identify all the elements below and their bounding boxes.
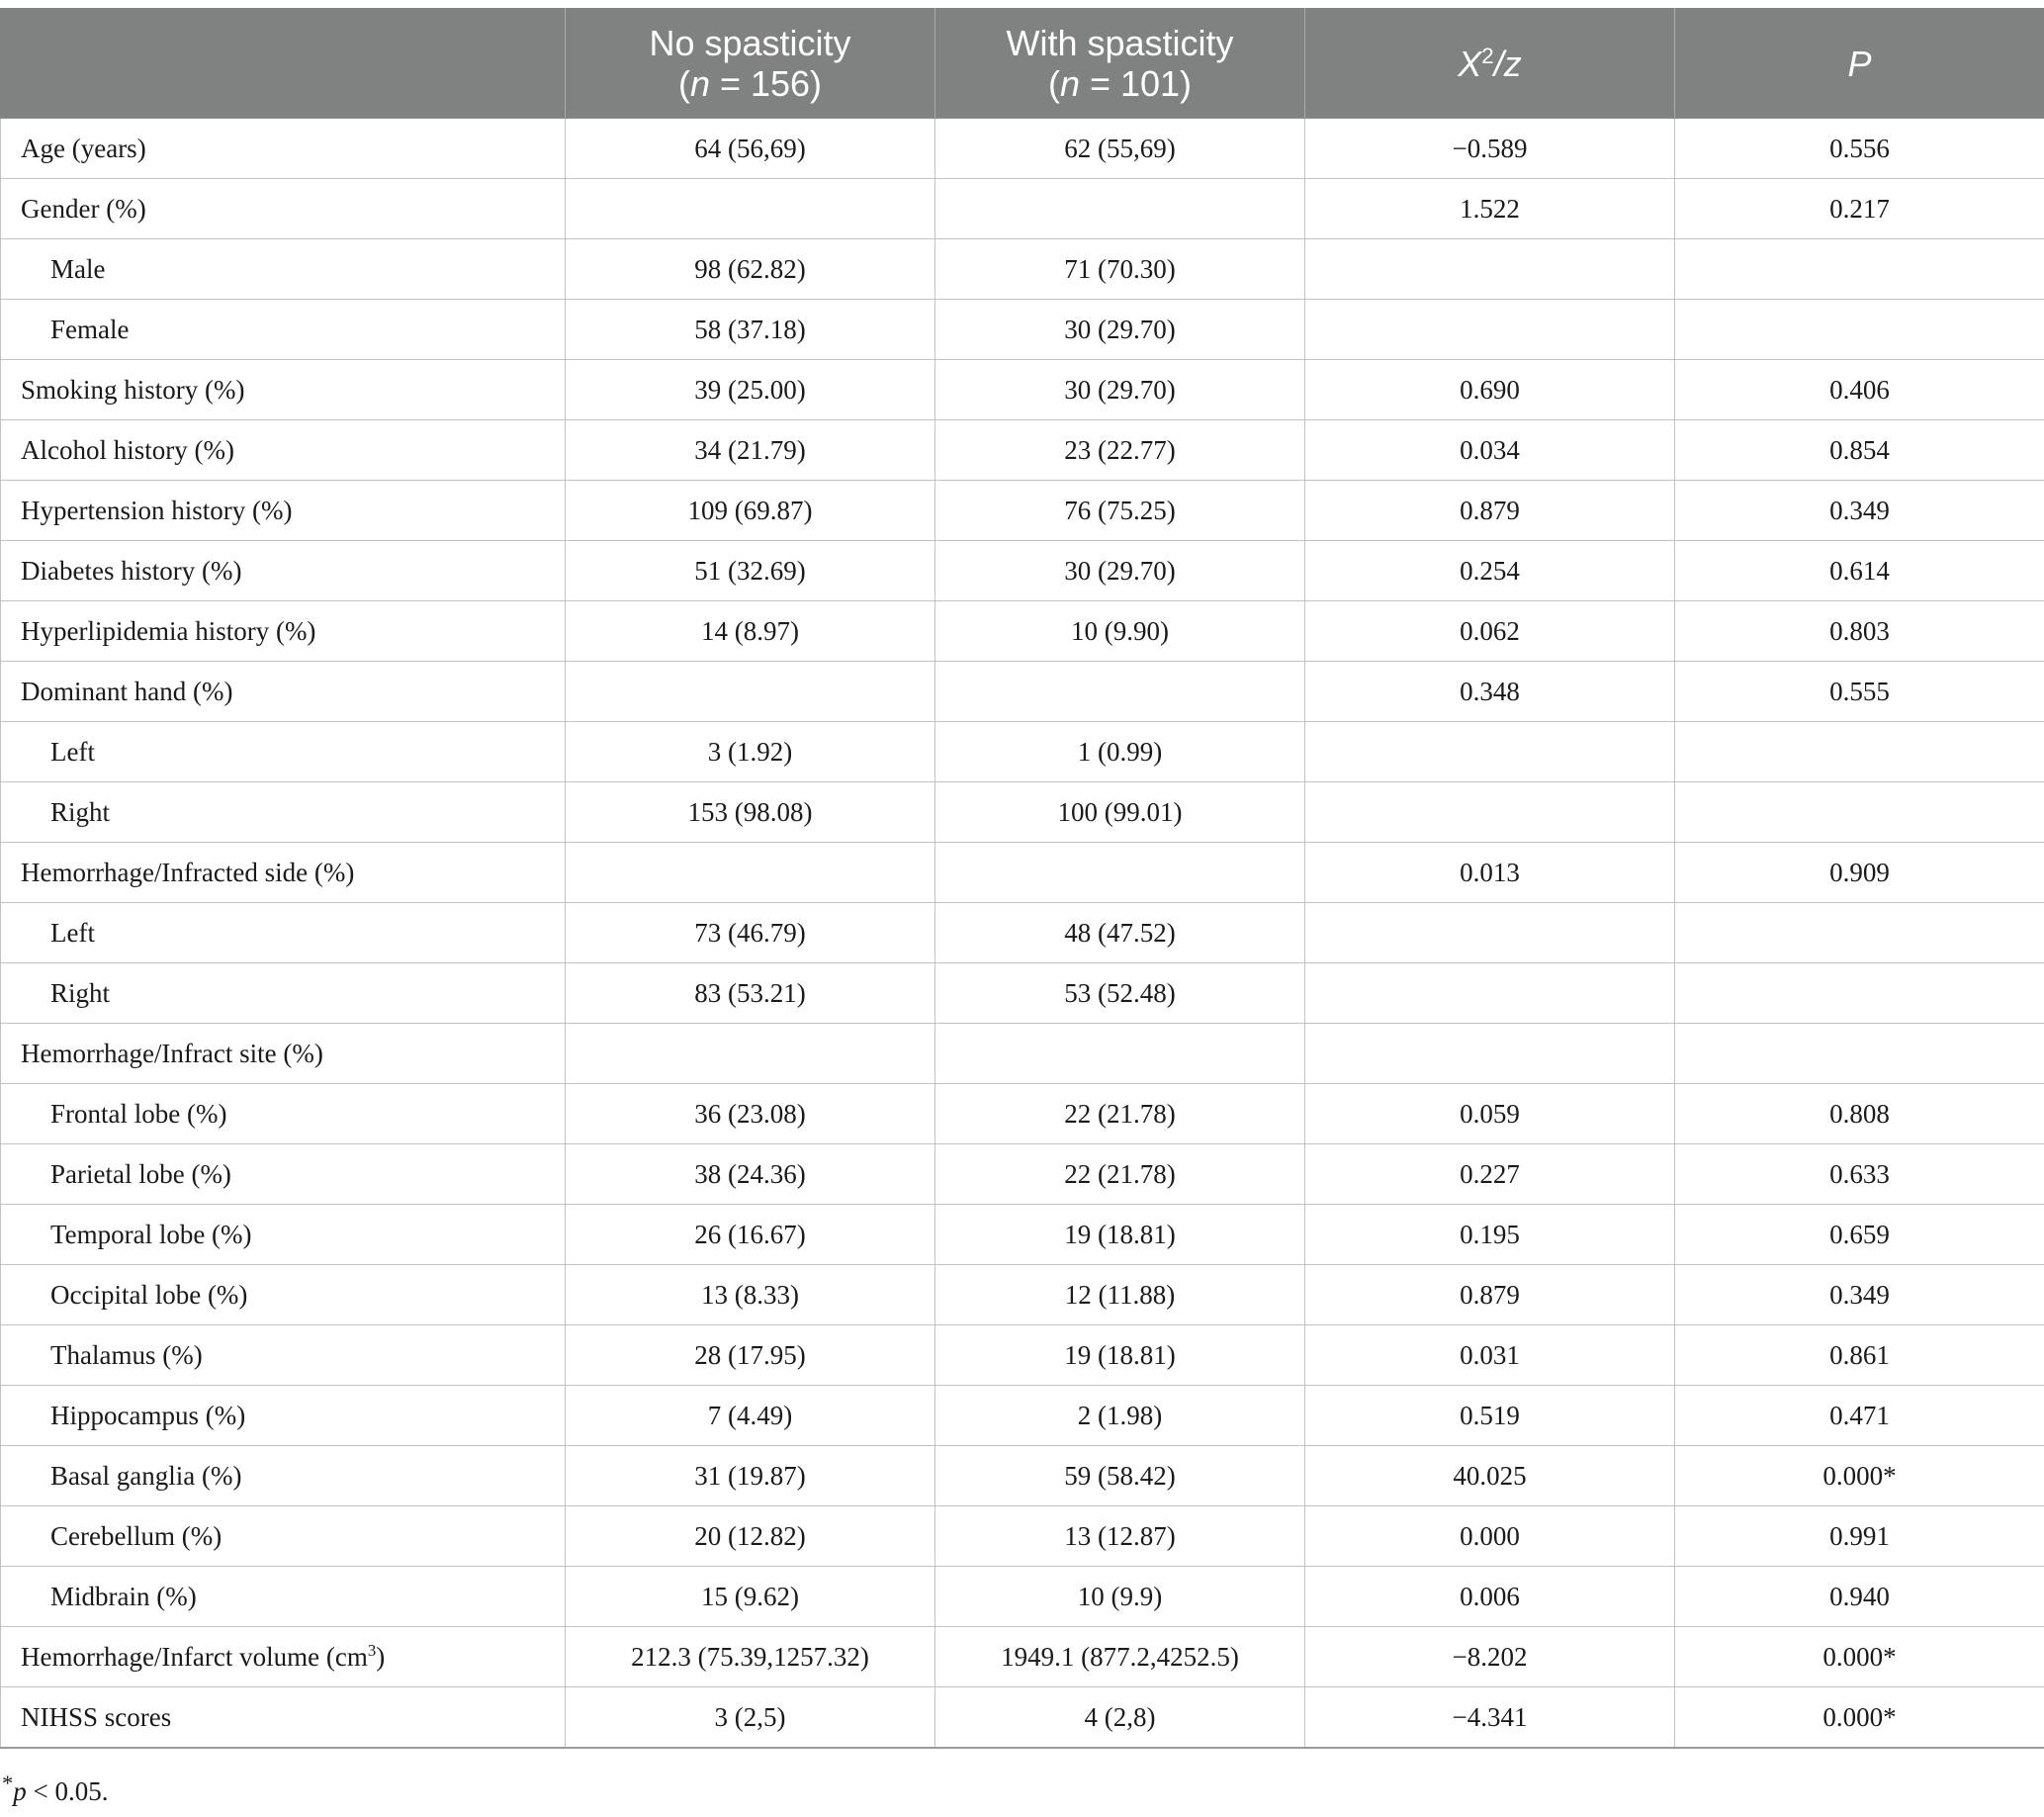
row-label-tail: ) (376, 1641, 386, 1672)
row-label (1, 722, 566, 782)
table-header (1, 9, 2044, 119)
row-label-text: Female (50, 314, 130, 344)
table-row (1, 1024, 2044, 1084)
table-row (1, 1325, 2044, 1386)
cell-no-spasticity (566, 843, 935, 903)
header-variable (1, 9, 566, 119)
cell-no-spasticity: 13 (8.33) (566, 1265, 935, 1325)
row-label-text: Hemorrhage/Infarct volume (cm (21, 1641, 368, 1672)
row-label-sup: 3 (367, 1640, 377, 1660)
header-no-spasticity (566, 9, 935, 119)
cell-no-spasticity: 3 (1.92) (566, 722, 935, 782)
cell-p-value: 0.556 (1675, 119, 2044, 179)
cell-no-spasticity: 14 (8.97) (566, 601, 935, 662)
row-label (1, 300, 566, 360)
cell-with-spasticity (935, 179, 1305, 239)
cell-p-value: 0.349 (1675, 1265, 2044, 1325)
cell-statistic: 1.522 (1305, 179, 1675, 239)
footnote-p: p (13, 1776, 27, 1806)
row-label (1, 903, 566, 963)
row-label (1, 1506, 566, 1567)
cell-statistic: −4.341 (1305, 1687, 1675, 1749)
row-label (1, 843, 566, 903)
row-label-text: Parietal lobe (%) (50, 1158, 231, 1189)
row-label (1, 119, 566, 179)
cell-with-spasticity: 2 (1.98) (935, 1386, 1305, 1446)
row-label (1, 1144, 566, 1205)
row-label (1, 963, 566, 1024)
row-label (1, 1627, 566, 1687)
cell-p-value (1675, 300, 2044, 360)
cell-p-value: 0.854 (1675, 420, 2044, 481)
cell-p-value (1675, 722, 2044, 782)
row-label-text: Smoking history (%) (21, 374, 245, 405)
cell-statistic (1305, 722, 1675, 782)
cell-with-spasticity: 71 (70.30) (935, 239, 1305, 300)
cell-statistic: 40.025 (1305, 1446, 1675, 1506)
row-label-text: Age (years) (21, 133, 146, 163)
cell-no-spasticity: 31 (19.87) (566, 1446, 935, 1506)
row-label-text: Thalamus (%) (50, 1339, 203, 1370)
row-label (1, 1265, 566, 1325)
table-row (1, 1205, 2044, 1265)
row-label-text: Hemorrhage/Infract site (%) (21, 1038, 323, 1068)
cell-p-value: 0.000* (1675, 1687, 2044, 1749)
cell-statistic: 0.034 (1305, 420, 1675, 481)
row-label-text: Occipital lobe (%) (50, 1279, 248, 1310)
table-row (1, 541, 2044, 601)
header-p-label: P (1847, 43, 1872, 84)
cell-no-spasticity: 98 (62.82) (566, 239, 935, 300)
cell-statistic: 0.519 (1305, 1386, 1675, 1446)
cell-p-value (1675, 1024, 2044, 1084)
row-label (1, 1084, 566, 1144)
cell-no-spasticity: 51 (32.69) (566, 541, 935, 601)
cell-statistic: 0.690 (1305, 360, 1675, 420)
cell-statistic: 0.195 (1305, 1205, 1675, 1265)
row-label (1, 481, 566, 541)
table-row (1, 843, 2044, 903)
row-label (1, 662, 566, 722)
table-row (1, 782, 2044, 843)
row-label-text: Left (50, 917, 95, 948)
cell-with-spasticity: 76 (75.25) (935, 481, 1305, 541)
row-label (1, 782, 566, 843)
row-label-text: Hypertension history (%) (21, 495, 293, 525)
row-label (1, 239, 566, 300)
cell-statistic: 0.000 (1305, 1506, 1675, 1567)
header-no-spasticity-n-var: n (689, 63, 710, 104)
cell-no-spasticity: 3 (2,5) (566, 1687, 935, 1749)
row-label-text: Temporal lobe (%) (50, 1219, 252, 1249)
row-label-text: Male (50, 253, 106, 284)
cell-p-value: 0.909 (1675, 843, 2044, 903)
cell-no-spasticity: 28 (17.95) (566, 1325, 935, 1386)
row-label-text: Right (50, 796, 111, 827)
table-body (1, 119, 2044, 1749)
table-row (1, 179, 2044, 239)
table-row (1, 1627, 2044, 1687)
cell-with-spasticity (935, 662, 1305, 722)
cell-p-value (1675, 903, 2044, 963)
cell-with-spasticity: 12 (11.88) (935, 1265, 1305, 1325)
cell-no-spasticity: 36 (23.08) (566, 1084, 935, 1144)
cell-with-spasticity: 19 (18.81) (935, 1325, 1305, 1386)
cell-with-spasticity: 30 (29.70) (935, 300, 1305, 360)
table-row (1, 119, 2044, 179)
row-label-text: Left (50, 736, 95, 767)
cell-no-spasticity: 58 (37.18) (566, 300, 935, 360)
cell-statistic (1305, 300, 1675, 360)
row-label (1, 420, 566, 481)
cell-with-spasticity: 10 (9.90) (935, 601, 1305, 662)
table-row (1, 1687, 2044, 1749)
table-row (1, 1144, 2044, 1205)
header-no-spasticity-n: (n = 156) (677, 63, 823, 104)
row-label-text: Diabetes history (%) (21, 555, 242, 586)
cell-statistic: 0.059 (1305, 1084, 1675, 1144)
header-p-value (1675, 9, 2044, 119)
cell-p-value: 0.000* (1675, 1627, 2044, 1687)
row-label-text: Basal ganglia (%) (50, 1460, 242, 1491)
row-label (1, 1205, 566, 1265)
cell-p-value: 0.803 (1675, 601, 2044, 662)
cell-with-spasticity: 53 (52.48) (935, 963, 1305, 1024)
cell-p-value: 0.406 (1675, 360, 2044, 420)
header-with-spasticity-n: (n = 101) (1047, 63, 1193, 104)
header-with-spasticity-title: With spasticity (1006, 23, 1234, 63)
cell-no-spasticity: 15 (9.62) (566, 1567, 935, 1627)
cell-no-spasticity: 34 (21.79) (566, 420, 935, 481)
row-label (1, 1386, 566, 1446)
cell-no-spasticity: 212.3 (75.39,1257.32) (566, 1627, 935, 1687)
row-label-text: Dominant hand (%) (21, 676, 233, 706)
row-label-text: Midbrain (%) (50, 1581, 197, 1611)
cell-no-spasticity: 153 (98.08) (566, 782, 935, 843)
cell-statistic: 0.227 (1305, 1144, 1675, 1205)
cell-p-value: 0.000* (1675, 1446, 2044, 1506)
header-statistic-rest: /z (1493, 43, 1522, 84)
cell-no-spasticity: 38 (24.36) (566, 1144, 935, 1205)
cell-statistic: 0.879 (1305, 481, 1675, 541)
cell-no-spasticity (566, 1024, 935, 1084)
cell-p-value: 0.349 (1675, 481, 2044, 541)
table-row (1, 481, 2044, 541)
cell-statistic: 0.348 (1305, 662, 1675, 722)
cell-with-spasticity: 48 (47.52) (935, 903, 1305, 963)
cell-statistic: −8.202 (1305, 1627, 1675, 1687)
row-label-text: Gender (%) (21, 193, 146, 224)
cell-with-spasticity: 59 (58.42) (935, 1446, 1305, 1506)
table-row (1, 300, 2044, 360)
cell-with-spasticity: 10 (9.9) (935, 1567, 1305, 1627)
row-label (1, 1567, 566, 1627)
table-row (1, 1265, 2044, 1325)
cell-p-value: 0.940 (1675, 1567, 2044, 1627)
cell-no-spasticity: 26 (16.67) (566, 1205, 935, 1265)
cell-with-spasticity: 30 (29.70) (935, 541, 1305, 601)
footnote-text: < 0.05. (26, 1776, 109, 1806)
cell-p-value: 0.808 (1675, 1084, 2044, 1144)
header-row (1, 9, 2044, 119)
cell-p-value: 0.555 (1675, 662, 2044, 722)
header-with-spasticity (935, 9, 1305, 119)
header-no-spasticity-n-value: = 156) (709, 63, 823, 104)
cell-statistic: 0.254 (1305, 541, 1675, 601)
cell-p-value: 0.991 (1675, 1506, 2044, 1567)
cell-statistic: 0.031 (1305, 1325, 1675, 1386)
cell-with-spasticity: 22 (21.78) (935, 1144, 1305, 1205)
cell-no-spasticity: 20 (12.82) (566, 1506, 935, 1567)
header-no-spasticity-title: No spasticity (649, 23, 851, 63)
cell-with-spasticity: 22 (21.78) (935, 1084, 1305, 1144)
cell-statistic: −0.589 (1305, 119, 1675, 179)
table-row (1, 1506, 2044, 1567)
row-label-text: Hemorrhage/Infracted side (%) (21, 857, 355, 887)
header-with-spasticity-n-value: = 101) (1079, 63, 1193, 104)
cell-no-spasticity: 83 (53.21) (566, 963, 935, 1024)
cell-statistic (1305, 963, 1675, 1024)
row-label (1, 1325, 566, 1386)
table-row (1, 1386, 2044, 1446)
cell-statistic (1305, 903, 1675, 963)
cell-with-spasticity: 4 (2,8) (935, 1687, 1305, 1749)
row-label (1, 601, 566, 662)
cell-statistic (1305, 239, 1675, 300)
table-row (1, 903, 2044, 963)
cell-no-spasticity (566, 662, 935, 722)
table-row (1, 1567, 2044, 1627)
cell-no-spasticity: 7 (4.49) (566, 1386, 935, 1446)
cell-no-spasticity: 39 (25.00) (566, 360, 935, 420)
header-statistic-sup: 2 (1481, 43, 1494, 68)
row-label (1, 179, 566, 239)
row-label (1, 541, 566, 601)
cell-with-spasticity: 19 (18.81) (935, 1205, 1305, 1265)
table-row (1, 360, 2044, 420)
cell-with-spasticity: 30 (29.70) (935, 360, 1305, 420)
table-row (1, 662, 2044, 722)
header-statistic (1305, 9, 1675, 119)
cell-p-value (1675, 239, 2044, 300)
cell-p-value (1675, 782, 2044, 843)
cell-statistic (1305, 782, 1675, 843)
header-with-spasticity-n-var: n (1059, 63, 1080, 104)
cell-statistic: 0.879 (1305, 1265, 1675, 1325)
cell-p-value: 0.614 (1675, 541, 2044, 601)
table-row (1, 601, 2044, 662)
cell-with-spasticity: 1949.1 (877.2,4252.5) (935, 1627, 1305, 1687)
row-label-text: NIHSS scores (21, 1701, 172, 1732)
cell-no-spasticity: 64 (56,69) (566, 119, 935, 179)
cell-with-spasticity: 13 (12.87) (935, 1506, 1305, 1567)
data-table (0, 8, 2044, 1749)
table-row (1, 722, 2044, 782)
row-label (1, 360, 566, 420)
cell-p-value: 0.633 (1675, 1144, 2044, 1205)
cell-with-spasticity: 1 (0.99) (935, 722, 1305, 782)
table-row (1, 1446, 2044, 1506)
row-label-text: Hyperlipidemia history (%) (21, 615, 316, 646)
row-label-text: Frontal lobe (%) (50, 1098, 227, 1129)
table-row (1, 1084, 2044, 1144)
row-label-text: Right (50, 977, 111, 1008)
row-label-text: Alcohol history (%) (21, 434, 234, 465)
footnote (2, 1771, 108, 1807)
row-label (1, 1446, 566, 1506)
cell-no-spasticity: 73 (46.79) (566, 903, 935, 963)
cell-p-value: 0.217 (1675, 179, 2044, 239)
footnote-star: * (2, 1771, 14, 1795)
row-label (1, 1024, 566, 1084)
cell-p-value (1675, 963, 2044, 1024)
cell-with-spasticity: 23 (22.77) (935, 420, 1305, 481)
cell-no-spasticity (566, 179, 935, 239)
cell-statistic (1305, 1024, 1675, 1084)
cell-with-spasticity (935, 1024, 1305, 1084)
table-row (1, 420, 2044, 481)
row-label-text: Hippocampus (%) (50, 1400, 246, 1430)
cell-p-value: 0.861 (1675, 1325, 2044, 1386)
row-label (1, 1687, 566, 1749)
cell-statistic: 0.062 (1305, 601, 1675, 662)
cell-no-spasticity: 109 (69.87) (566, 481, 935, 541)
cell-with-spasticity: 100 (99.01) (935, 782, 1305, 843)
header-statistic-x: X (1458, 43, 1482, 84)
table-row (1, 963, 2044, 1024)
cell-statistic: 0.013 (1305, 843, 1675, 903)
cell-with-spasticity (935, 843, 1305, 903)
cell-p-value: 0.471 (1675, 1386, 2044, 1446)
row-label-text: Cerebellum (%) (50, 1520, 222, 1551)
cell-p-value: 0.659 (1675, 1205, 2044, 1265)
cell-with-spasticity: 62 (55,69) (935, 119, 1305, 179)
cell-statistic: 0.006 (1305, 1567, 1675, 1627)
table-row (1, 239, 2044, 300)
